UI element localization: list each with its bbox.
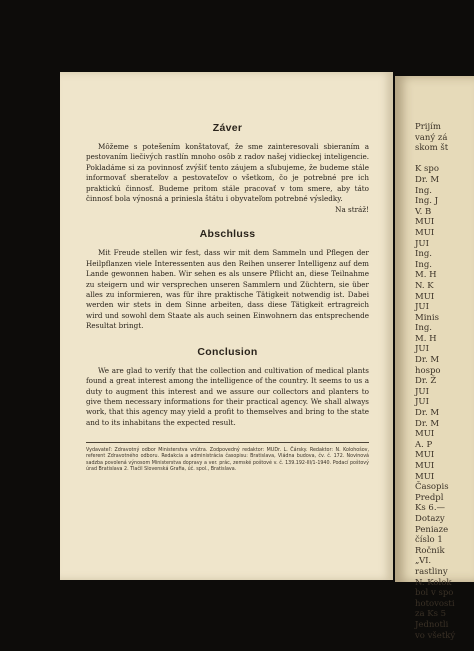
document-page: [60, 72, 393, 580]
adjacent-page-line: N. Kolok: [415, 577, 452, 588]
adjacent-page-line: MUI: [415, 461, 435, 471]
adjacent-page-line: MUI: [415, 217, 435, 228]
adjacent-page-line: K spo: [415, 164, 439, 175]
imprint-text: Vydavateľ: Zdravotný odbor Ministerstva vnútra. Zodpovedný redaktor: MUDr. L. Čársky. Redaktor: N. Kolohošov, referent Zdravotného odboru. Redakcia a administrácia časopisu: Bratislava, Vládna budova, čv. č. 172. Novinová sadzba povolená výnosom Ministerstva dopravy a ver. prác, zemské poštové v. č. 139.192-III/1-1940. Podací poštový úrad Bratislava 2. Tlačil Slovenská Grafia, úč. spol., Bratislava.: [86, 447, 369, 472]
adjacent-page-line: JUI: [415, 344, 429, 355]
adjacent-page-line: Dr. M: [415, 418, 440, 429]
adjacent-page-line: N. K: [415, 280, 434, 291]
adjacent-page-line: Ing.: [415, 185, 432, 196]
adjacent-page-line: Minis: [415, 312, 439, 323]
imprint-divider: [86, 442, 369, 443]
adjacent-page-edge: [395, 76, 474, 641]
adjacent-page-line: V. B: [415, 206, 432, 217]
adjacent-page-line: MUI: [415, 227, 435, 238]
adjacent-page-line: bol v spo: [415, 588, 454, 599]
adjacent-page-line: za Ks 5: [415, 609, 447, 620]
adjacent-page-line: Ročnik: [415, 545, 445, 556]
adjacent-page-line: JUI: [415, 238, 429, 249]
adjacent-page-line: Dr. M: [415, 174, 440, 185]
adjacent-page-line: vaný zá: [415, 132, 448, 143]
conclusion-heading: Conclusion: [197, 345, 258, 358]
conclusion-text: We are glad to verify that the collection and cultivation of medical plants found a great interest among the intelligence of the country. It seems to us a duty to augment this interest and we assure our collectors and planters to give them necessary informations for their practical agency. We shall always work, that this agency may yield a profit to themselves and bring to the state and to its inhabitans the expected result.: [86, 365, 369, 427]
adjacent-page-line: hospo: [415, 365, 441, 376]
adjacent-page-line: Dr. Ž: [415, 376, 437, 387]
adjacent-page-line: M. H: [415, 333, 437, 344]
adjacent-page-line: číslo 1: [415, 535, 443, 546]
adjacent-page-line: MUI: [415, 471, 435, 482]
adjacent-page-line: Ing.: [415, 259, 432, 270]
adjacent-page-line: hotovosti: [415, 598, 455, 609]
adjacent-page-line: skom št: [415, 143, 449, 154]
zaver-sign: Na stráž!: [335, 205, 369, 215]
adjacent-page-line: Ing. J: [415, 196, 439, 207]
adjacent-page-line: Ing.: [415, 249, 432, 260]
adjacent-page-line: JUI: [415, 386, 429, 397]
adjacent-page-line: Peniaze: [415, 524, 449, 535]
zaver-text: Môžeme s potešením konštatovať, že sme zainteresovali sbieraním a pestovaním liečivých rastlín mnoho osôb z radov našej vidieckej inteligencie. Pokladáme si za povinnosť zvýšiť tento záujem a sľubujeme, že budeme stále informovať sberateľov a pestovateľov o všetkom, čo je potrebné pre ich praktickú činnosť. Budeme pritom stále pracovať v tom smere, aby táto činnosť bola výnosná a priniesla štátu i obyvateľom potrebné výsledky.: [86, 142, 369, 204]
adjacent-page-line: Predpl: [415, 492, 444, 503]
adjacent-page-line: Jednotli: [415, 619, 449, 630]
adjacent-page-line: Prijím: [415, 122, 441, 132]
adjacent-page-line: Ks 6.—: [415, 503, 446, 514]
conclusion-section: [86, 346, 369, 428]
zaver-section: [86, 122, 369, 214]
adjacent-page-line: [415, 154, 474, 165]
adjacent-page-line: MUI: [415, 429, 435, 440]
adjacent-page-line: vo všetký: [415, 630, 456, 641]
adjacent-page-line: Dr. M: [415, 408, 440, 419]
adjacent-page-line: MUI: [415, 450, 435, 461]
adjacent-page-line: Ing.: [415, 323, 432, 334]
adjacent-page-line: Dotazy: [415, 513, 445, 524]
adjacent-page-line: JUI: [415, 397, 429, 408]
zaver-heading: Záver: [212, 122, 243, 134]
adjacent-page-line: MUI: [415, 291, 435, 302]
abschluss-text: Mit Freude stellen wir fest, dass wir mit dem Sammeln und Pflegen der Heilpflanzen viele Interessenten aus den Reihen unserer Intelligenz auf dem Lande gewonnen haben. Wir sehen es als unsere Pflicht an, diese Teilnahme zu steigern und wir versprechen unseren Sammlern und Züchtern, sie über alles zu informieren, was für ihre praktische Tätigkeit notwendig ist. Dabei werden wir stets in dem Sinne arbeiten, dass diese Tätigkeit ertragreich wird und sowohl dem Staate als auch seinen Einwohnern das entsprechende Resultat bringt.: [86, 248, 369, 331]
adjacent-page-line: rastliny: [415, 566, 448, 577]
adjacent-page-line: M. H: [415, 270, 437, 281]
adjacent-page-line: A. P: [415, 439, 433, 450]
abschluss-section: [86, 228, 369, 331]
adjacent-page-line: JUI: [415, 302, 429, 313]
adjacent-page-line: „VI.: [415, 556, 432, 567]
adjacent-page-line: Dr. M: [415, 355, 440, 366]
abschluss-heading: Abschluss: [199, 228, 256, 241]
adjacent-page-line: Časopis: [415, 482, 449, 493]
